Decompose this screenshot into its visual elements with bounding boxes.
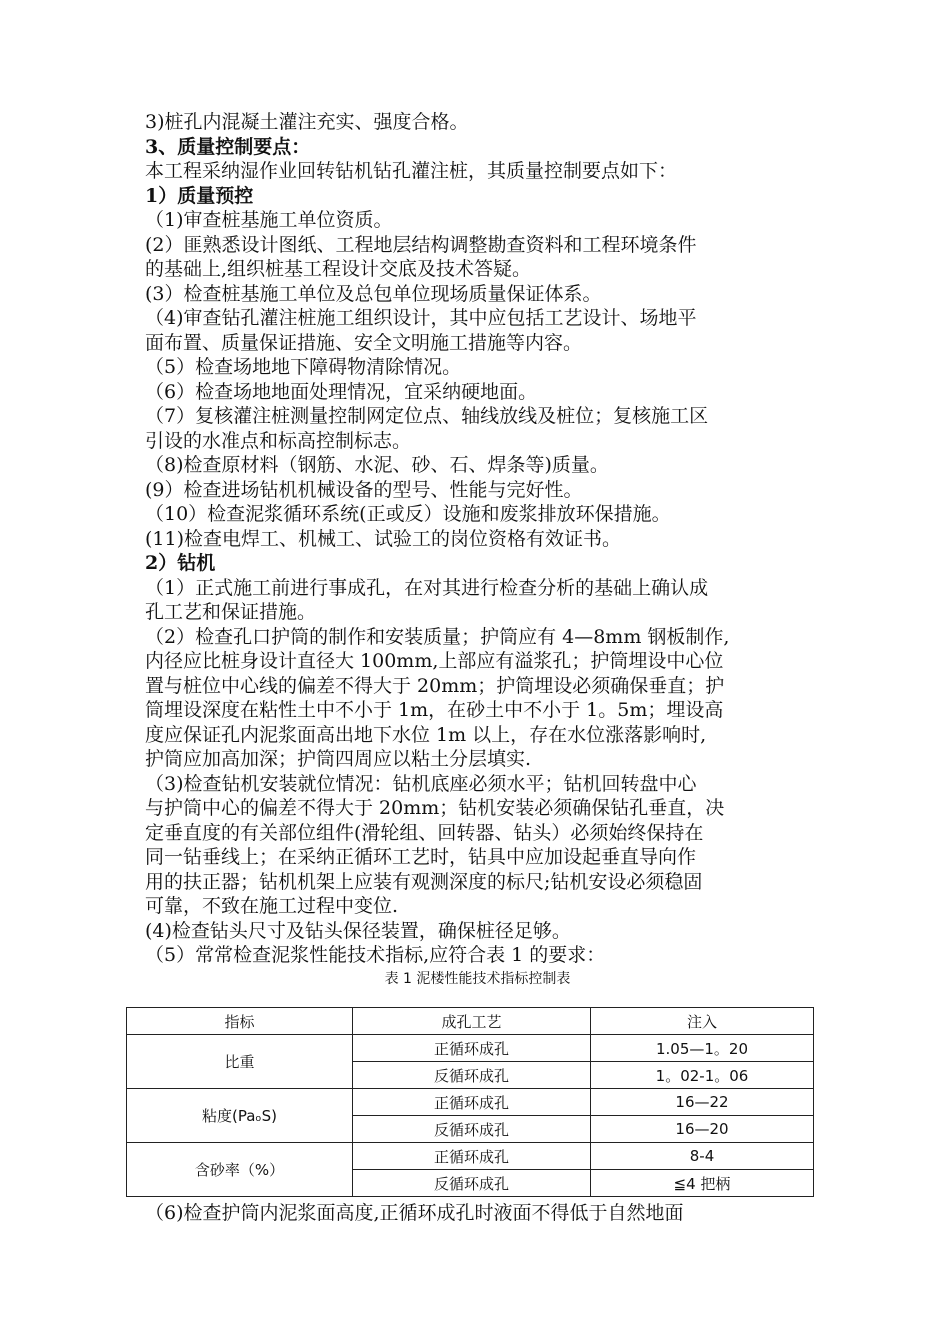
text-line: 内径应比桩身设计直径大 100mm,上部应有溢浆孔；护筒埋设中心位	[145, 650, 724, 672]
text-line: 定垂直度的有关部位组件(滑轮组、回转器、钻头）必须始终保持在	[145, 821, 704, 844]
table-row	[127, 1143, 814, 1170]
header-value: 注入	[591, 1008, 814, 1035]
subsection-heading: 2）钻机	[145, 552, 216, 574]
text-line: (9）检查进场钻机机械设备的型号、性能与完好性。	[145, 478, 583, 501]
document-body	[145, 110, 810, 989]
header-indicator: 指标	[127, 1008, 353, 1035]
process-cell: 反循环成孔	[353, 1062, 591, 1089]
text-line: （5）常常检查泥浆性能技术指标,应符合表 1 的要求：	[145, 944, 606, 966]
process-cell: 反循环成孔	[353, 1116, 591, 1143]
text-line: （8)检查原材料（钢筋、水泥、砂、石、焊条等)质量。	[145, 454, 609, 476]
mud-spec-table	[126, 1007, 814, 1197]
text-line: 置与桩位中心线的偏差不得大于 20mm；护筒埋设必须确保垂直；护	[145, 674, 725, 697]
table-caption: 表 1 泥楼性能技术指标控制表	[384, 970, 571, 987]
table-header-row	[127, 1008, 814, 1035]
process-cell: 正循环成孔	[353, 1089, 591, 1116]
value-cell: 16—20	[591, 1116, 814, 1143]
subsection-heading: 1）质量预控	[145, 184, 254, 207]
value-cell: 8-4	[591, 1143, 814, 1170]
text-line: (3）检查桩基施工单位及总包单位现场质量保证体系。	[145, 282, 602, 305]
text-line: (2）匪熟悉设计图纸、工程地层结构调整勘查资料和工程环境条件	[145, 233, 697, 256]
process-cell: 正循环成孔	[353, 1143, 591, 1170]
indicator-cell: 粘度(PaₒS)	[127, 1089, 353, 1143]
text-line: （6）检查场地地面处理情况，宜采纳硬地面。	[145, 380, 538, 403]
indicator-cell: 比重	[127, 1035, 353, 1089]
value-cell: ≦4 把柄	[591, 1170, 814, 1197]
process-cell: 正循环成孔	[353, 1035, 591, 1062]
text-line: 可靠，不致在施工过程中变位.	[145, 895, 399, 917]
text-line: (4)检查钻头尺寸及钻头保径装置，确保桩径足够。	[145, 919, 571, 942]
text-line: （5）检查场地地下障碍物清除情况。	[145, 356, 462, 378]
text-line: （7）复核灌注桩测量控制网定位点、轴线放线及桩位；复核施工区	[145, 405, 709, 427]
text-line: 与护筒中心的偏差不得大于 20mm；钻机安装必须确保钻孔垂直，决	[145, 797, 725, 819]
text-line: (11)检查电焊工、机械工、试验工的岗位资格有效证书。	[145, 527, 622, 550]
text-line: 3)桩孔内混凝土灌注充实、强度合格。	[145, 111, 469, 133]
table-row	[127, 1089, 814, 1116]
text-line: 面布置、质量保证措施、安全文明施工措施等内容。	[145, 331, 583, 354]
value-cell: 1。02-1。06	[591, 1062, 814, 1089]
table-row	[127, 1035, 814, 1062]
value-cell: 16—22	[591, 1089, 814, 1116]
text-line: 筒埋设深度在粘性土中不小于 1m，在砂土中不小于 1。5m；埋设高	[145, 699, 724, 721]
text-line: 护筒应加高加深；护筒四周应以粘土分层填实.	[145, 748, 532, 770]
section-heading: 3、质量控制要点：	[145, 135, 311, 158]
value-cell: 1.05—1。20	[591, 1035, 814, 1062]
text-line: （4)审查钻孔灌注桩施工组织设计，其中应包括工艺设计、场地平	[145, 307, 697, 329]
process-cell: 反循环成孔	[353, 1170, 591, 1197]
header-process: 成孔工艺	[353, 1008, 591, 1035]
text-line: （10）检查泥浆循环系统(正或反）设施和废浆排放环保措施。	[145, 503, 671, 525]
indicator-cell: 含砂率（%）	[127, 1143, 353, 1197]
text-line: （1)审查桩基施工单位资质。	[145, 209, 393, 231]
text-line: 的基础上,组织桩基工程设计交底及技术答疑。	[145, 258, 532, 280]
text-line: 同一钻垂线上；在采纳正循环工艺时，钻具中应加设起垂直导向作	[145, 846, 697, 868]
text-line: 引设的水准点和标高控制标志。	[145, 429, 412, 452]
text-line: 本工程采纳湿作业回转钻机钻孔灌注桩，其质量控制要点如下：	[145, 160, 678, 182]
text-line: （1）正式施工前进行事成孔，在对其进行检查分析的基础上确认成	[145, 576, 709, 599]
text-line: 孔工艺和保证措施。	[145, 601, 317, 623]
text-line: 用的扶正器；钻机机架上应装有观测深度的标尺;钻机安设必须稳固	[145, 870, 703, 893]
text-line: （3)检查钻机安装就位情况：钻机底座必须水平；钻机回转盘中心	[145, 772, 697, 795]
text-line: 度应保证孔内泥浆面高出地下水位 1m 以上，存在水位涨落影响时,	[145, 723, 707, 746]
text-line: （2）检查孔口护筒的制作和安装质量；护筒应有 4—8mm 钢板制作,	[145, 625, 730, 648]
text-line-after-table: （6)检查护筒内泥浆面高度,正循环成孔时液面不得低于自然地面	[145, 1202, 684, 1224]
